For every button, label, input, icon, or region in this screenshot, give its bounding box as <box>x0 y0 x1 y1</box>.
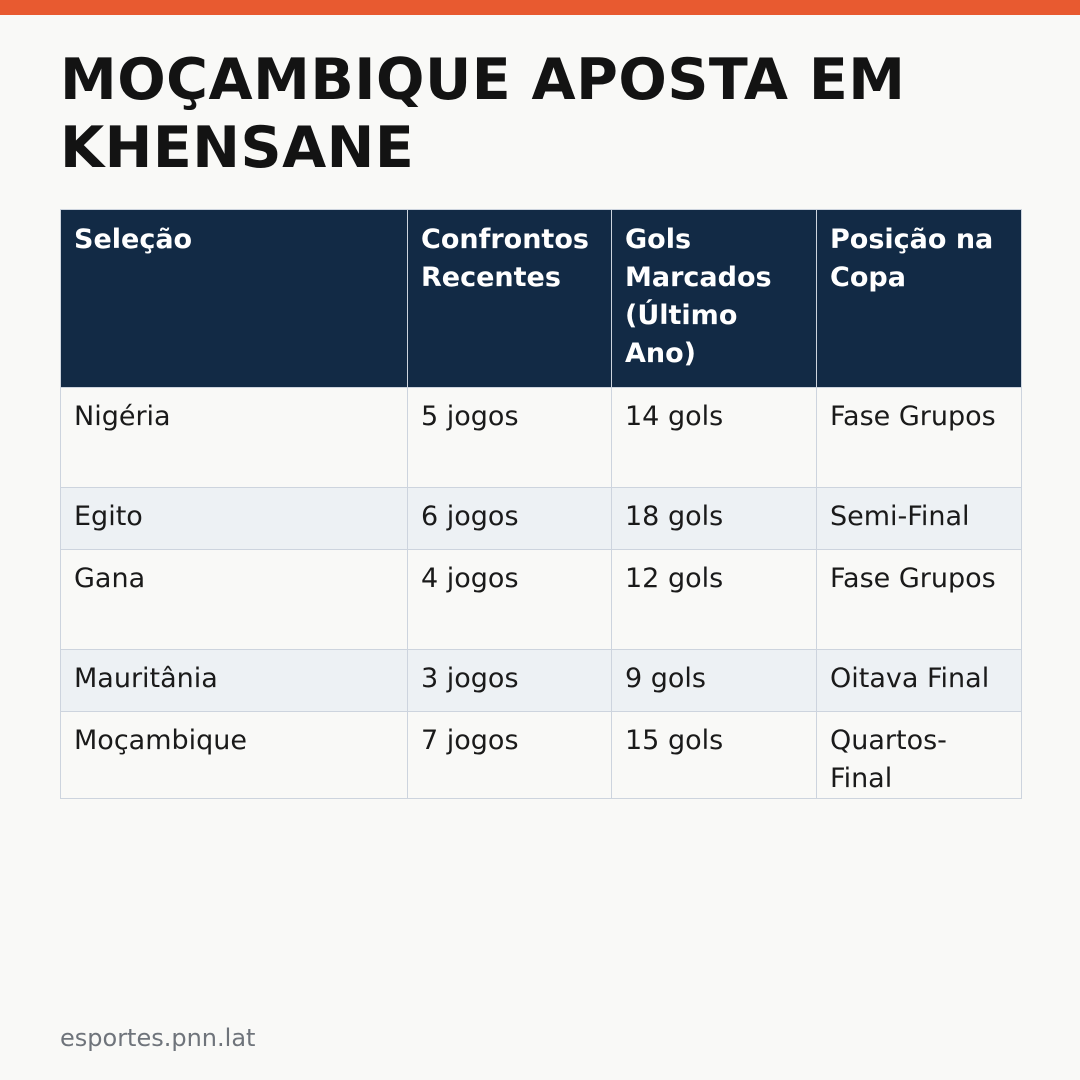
cell-goals: 15 gols <box>612 712 817 799</box>
column-header-selecao: Seleção <box>61 210 408 388</box>
cell-goals: 12 gols <box>612 550 817 650</box>
table-row <box>61 712 1022 799</box>
table-row <box>61 550 1022 650</box>
table-row <box>61 650 1022 712</box>
cell-position: Semi-Final <box>817 488 1022 550</box>
column-header-gols: Gols Marcados (Último Ano) <box>612 210 817 388</box>
cell-team: Moçambique <box>61 712 408 799</box>
cell-goals: 14 gols <box>612 388 817 488</box>
cell-matches: 6 jogos <box>408 488 612 550</box>
stats-table <box>60 209 1022 799</box>
cell-team: Gana <box>61 550 408 650</box>
cell-team: Mauritânia <box>61 650 408 712</box>
headline: MOÇAMBIQUE APOSTA EM KHENSANE <box>60 47 906 181</box>
cell-matches: 5 jogos <box>408 388 612 488</box>
cell-goals: 9 gols <box>612 650 817 712</box>
cell-position: Oitava Final <box>817 650 1022 712</box>
cell-position: Quartos-Final <box>817 712 1022 799</box>
cell-matches: 7 jogos <box>408 712 612 799</box>
cell-matches: 4 jogos <box>408 550 612 650</box>
table-row <box>61 488 1022 550</box>
top-accent-bar <box>0 0 1080 15</box>
site-footer: esportes.pnn.lat <box>60 1024 256 1052</box>
cell-team: Egito <box>61 488 408 550</box>
column-header-posicao: Posição na Copa <box>817 210 1022 388</box>
table-row <box>61 388 1022 488</box>
cell-position: Fase Grupos <box>817 550 1022 650</box>
cell-team: Nigéria <box>61 388 408 488</box>
cell-position: Fase Grupos <box>817 388 1022 488</box>
cell-matches: 3 jogos <box>408 650 612 712</box>
table-header-row <box>61 210 1022 388</box>
column-header-confrontos: Confrontos Recentes <box>408 210 612 388</box>
cell-goals: 18 gols <box>612 488 817 550</box>
